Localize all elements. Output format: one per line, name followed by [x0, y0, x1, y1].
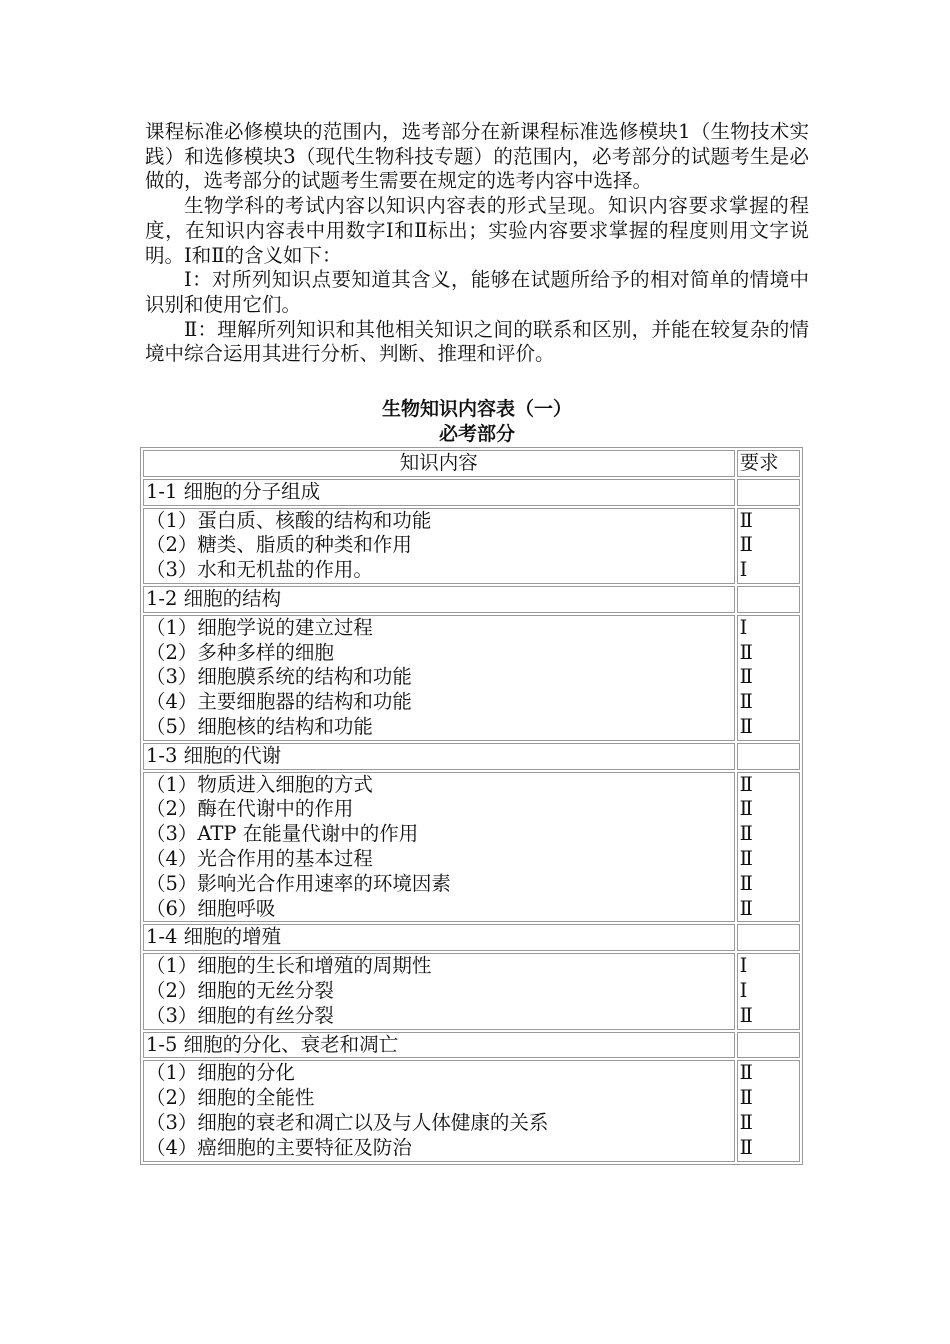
section-levels: [737, 615, 800, 741]
requirement-level: Ⅱ: [739, 1086, 753, 1110]
section-items-row: [143, 615, 800, 741]
section-title: 1-2 细胞的结构: [143, 586, 735, 613]
requirement-level: Ⅱ: [739, 1135, 753, 1159]
section-title: 1-4 细胞的增殖: [143, 924, 735, 951]
section-requirement-empty: [737, 479, 800, 506]
knowledge-item: （4）光合作用的基本过程: [146, 846, 373, 870]
section-items: [143, 1060, 735, 1161]
knowledge-item: （1）细胞学说的建立过程: [146, 615, 373, 639]
table-heading: [145, 397, 809, 447]
requirement-level: Ⅱ: [739, 508, 753, 532]
section-row: [143, 924, 800, 951]
knowledge-item: （6）细胞呼吸: [146, 896, 276, 920]
requirement-level: Ⅱ: [739, 822, 753, 846]
knowledge-item: （1）细胞的分化: [146, 1061, 295, 1085]
requirement-level: Ⅱ: [739, 640, 753, 664]
section-levels: [737, 953, 800, 1029]
knowledge-item: （1）细胞的生长和增殖的周期性: [146, 954, 432, 978]
knowledge-item: （1）蛋白质、核酸的结构和功能: [146, 508, 432, 532]
section-row: [143, 743, 800, 770]
knowledge-item: （5）细胞核的结构和功能: [146, 714, 373, 738]
table-header-row: [143, 450, 800, 477]
knowledge-item: （3）ATP 在能量代谢中的作用: [146, 822, 419, 846]
knowledge-item: （2）细胞的全能性: [146, 1086, 315, 1110]
requirement-level: Ⅰ: [739, 558, 748, 582]
requirement-level: Ⅱ: [739, 846, 753, 870]
section-items-row: [143, 772, 800, 923]
knowledge-item: （1）物质进入细胞的方式: [146, 772, 373, 796]
requirement-level: Ⅱ: [739, 665, 753, 689]
knowledge-item: （2）糖类、脂质的种类和作用: [146, 533, 412, 557]
requirement-level: Ⅱ: [739, 533, 753, 557]
section-row: [143, 479, 800, 506]
section-title: 1-1 细胞的分子组成: [143, 479, 735, 506]
knowledge-item: （4）主要细胞器的结构和功能: [146, 690, 412, 714]
section-title: 1-3 细胞的代谢: [143, 743, 735, 770]
section-items: [143, 615, 735, 741]
requirement-level: Ⅱ: [739, 714, 753, 738]
knowledge-item: （3）细胞膜系统的结构和功能: [146, 665, 412, 689]
requirement-level: Ⅱ: [739, 871, 753, 895]
knowledge-item: （3）细胞的衰老和凋亡以及与人体健康的关系: [146, 1110, 549, 1134]
intro-paragraph-3: Ⅰ：对所列知识点要知道其含义，能够在试题所给予的相对简单的情境中识别和使用它们。: [145, 268, 809, 316]
requirement-level: Ⅱ: [739, 797, 753, 821]
header-content: 知识内容: [143, 450, 735, 477]
requirement-level: Ⅱ: [739, 1003, 753, 1027]
section-items: [143, 772, 735, 923]
section-levels: [737, 508, 800, 584]
section-requirement-empty: [737, 924, 800, 951]
intro-paragraph-4: Ⅱ：理解所列知识和其他相关知识之间的联系和区别，并能在较复杂的情境中综合运用其进行分析、判断、推理和评价。: [145, 317, 809, 366]
section-row: [143, 586, 800, 613]
section-items-row: [143, 508, 800, 584]
knowledge-table: [140, 447, 803, 1165]
section-items-row: [143, 1060, 800, 1161]
section-levels: [737, 772, 800, 923]
knowledge-item: （5）影响光合作用速率的环境因素: [146, 871, 451, 895]
knowledge-item: （2）多种多样的细胞: [146, 640, 334, 664]
knowledge-item: （2）细胞的无丝分裂: [146, 978, 334, 1002]
section-requirement-empty: [737, 1032, 800, 1059]
requirement-level: Ⅱ: [739, 1061, 753, 1085]
knowledge-item: （2）酶在代谢中的作用: [146, 797, 354, 821]
section-row: [143, 1032, 800, 1059]
requirement-level: Ⅱ: [739, 1110, 753, 1134]
requirement-level: Ⅱ: [739, 896, 753, 920]
section-levels: [737, 1060, 800, 1161]
section-title: 1-5 细胞的分化、衰老和凋亡: [143, 1032, 735, 1059]
section-items-row: [143, 953, 800, 1029]
intro-text: [145, 120, 809, 367]
section-items: [143, 953, 735, 1029]
knowledge-item: （3）细胞的有丝分裂: [146, 1003, 334, 1027]
requirement-level: Ⅰ: [739, 615, 748, 639]
section-items: [143, 508, 735, 584]
header-requirement: 要求: [737, 450, 800, 477]
requirement-level: Ⅰ: [739, 978, 748, 1002]
knowledge-item: （3）水和无机盐的作用。: [146, 558, 373, 582]
requirement-level: Ⅱ: [739, 772, 753, 796]
section-requirement-empty: [737, 743, 800, 770]
table-subtitle: 必考部分: [438, 423, 515, 445]
knowledge-item: （4）癌细胞的主要特征及防治: [146, 1135, 412, 1159]
requirement-level: Ⅱ: [739, 690, 753, 714]
intro-paragraph-1: 课程标准必修模块的范围内，选考部分在新课程标准选修模块1（生物技术实践）和选修模块3（现代生物科技专题）的范围内，必考部分的试题考生是必做的，选考部分的试题考生需要在规定的选考内容中选择。: [145, 120, 809, 193]
intro-paragraph-2: 生物学科的考试内容以知识内容表的形式呈现。知识内容要求掌握的程度，在知识内容表中用数字Ⅰ和Ⅱ标出；实验内容要求掌握的程度则用文字说明。Ⅰ和Ⅱ的含义如下：: [145, 194, 809, 267]
table-title: 生物知识内容表（一）: [381, 398, 572, 420]
requirement-level: Ⅰ: [739, 954, 748, 978]
section-requirement-empty: [737, 586, 800, 613]
